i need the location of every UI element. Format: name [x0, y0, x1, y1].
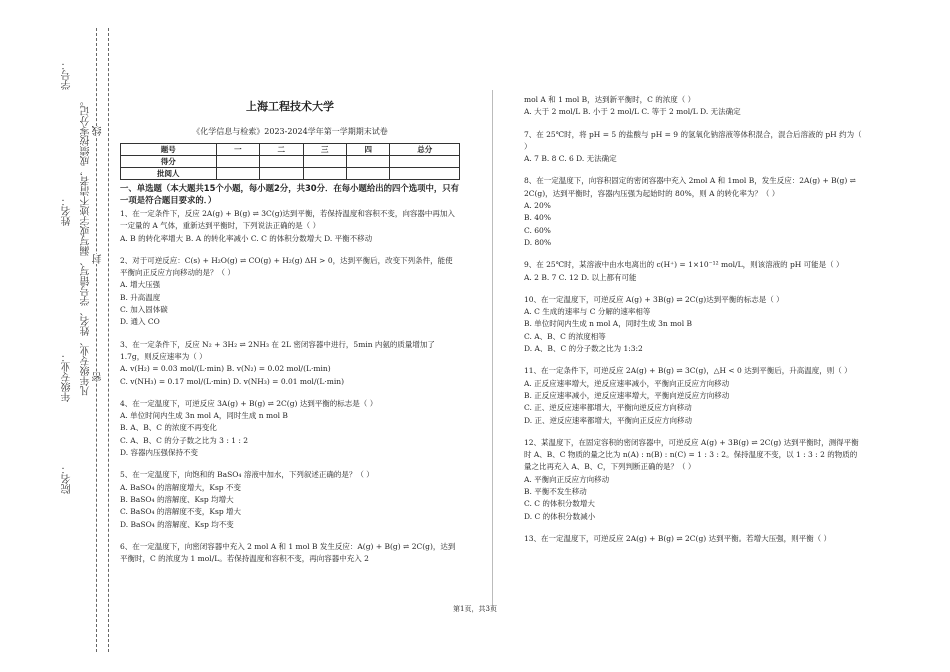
question-line: A. 大于 2 mol/L B. 小于 2 mol/L C. 等于 2 mol/L D. 无法确定: [524, 107, 741, 117]
question-line: A. 单位时间内生成 3n mol A，同时生成 n mol B: [120, 411, 288, 421]
label-school: 院名：: [62, 464, 73, 494]
question-line: 1、在一定条件下，反应 2A(g) + B(g) ⇌ 3C(g)达到平衡，若保持温度和容积不变，向容器中再加入一定量的 A 气体，重新达到平衡时，下列说法正确的是（ ）: [120, 209, 455, 231]
question-line: 13、在一定温度下，可逆反应 2A(g) + B(g) ⇌ 2C(g) 达到平衡。若增大压强，则平衡（ ）: [524, 533, 831, 543]
reviewer-cell: [216, 168, 259, 180]
question-line: D. 80%: [524, 237, 552, 247]
score-table-header-row: [121, 144, 460, 156]
score-cell: [303, 156, 346, 168]
question-line: D. C 的体积分数减小: [524, 511, 596, 521]
question-line: A. 正反应速率增大，逆反应速率减小，平衡向正反应方向移动: [524, 378, 730, 388]
question-line: B. 升高温度: [120, 292, 161, 302]
question-line: A. C 生成的速率与 C 分解的速率相等: [524, 307, 651, 317]
exam-subtitle: 《化学信息与检索》2023-2024学年第一学期期末试卷: [192, 127, 388, 136]
spacer: [524, 249, 864, 259]
score-cell: [346, 156, 389, 168]
score-col-1: 一: [216, 144, 259, 156]
question-line: 4、在一定温度下，可逆反应 3A(g) + B(g) ⇌ 2C(g) 达到平衡的标志是（ ）: [120, 398, 378, 408]
question-line: C. A、B、C 的浓度相等: [524, 331, 606, 341]
question-line: B. 40%: [524, 213, 551, 223]
score-row: [121, 156, 460, 168]
question-line: A. BaSO₄ 的溶解度增大，Ksp 不变: [120, 482, 241, 492]
reviewer-cell: [260, 168, 303, 180]
reviewer-cell: [390, 168, 460, 180]
score-cell: [390, 156, 460, 168]
binding-instruction: 凡年级专业、姓名、学号错写、漏写或字迹不清者，成绩按零分记。: [81, 96, 92, 396]
cut-line-inner: [108, 28, 109, 652]
score-col-3: 三: [303, 144, 346, 156]
spacer: [524, 427, 864, 437]
question-line: 5、在一定温度下，向饱和的 BaSO₄ 溶液中加水，下列叙述正确的是？（ ）: [120, 470, 374, 480]
left-column: [120, 208, 460, 565]
spacer: [524, 355, 864, 365]
question-line: B. A、B、C 的浓度不再变化: [120, 423, 217, 433]
score-col-label: 题号: [121, 144, 217, 156]
reviewer-row-label: 批阅人: [121, 168, 217, 180]
question-line: 10、在一定温度下，可逆反应 A(g) + 3B(g) ⇌ 2C(g)达到平衡的标志是（ ）: [524, 294, 784, 304]
score-cell: [260, 156, 303, 168]
question-line: 12、某温度下，在固定容积的密闭容器中，可逆反应 A(g) + 3B(g) ⇌ 2C(g) 达到平衡时，测得平衡时 A、B、C 物质的量之比为 n(A) : n(B) : n(C) = 1 : 3 : 2。保持温度不变，以 1 : 3 : 2 的物质的量之比再充入 A、B、C，下列判断正确的是？（ ）: [524, 437, 859, 472]
question-line: C. v(NH₃) = 0.17 mol/(L·min) D. v(NH₃) = 0.01 mol/(L·min): [120, 376, 345, 386]
score-col-4: 四: [346, 144, 389, 156]
question-line: 2、对于可逆反应：C(s) + H₂O(g) ⇌ CO(g) + H₂(g) ΔH > 0，达到平衡后，改变下列条件，能使平衡向正反应方向移动的是？（ ）: [120, 255, 453, 278]
label-student-id: 学号：: [62, 60, 73, 90]
mark-line: 线: [93, 126, 104, 136]
score-col-2: 二: [260, 144, 303, 156]
score-col-total: 总分: [390, 144, 460, 156]
reviewer-row: [121, 168, 460, 180]
question-line: A. B 的转化率增大 B. A 的转化率减小 C. C 的体积分数增大 D. 平衡不移动: [120, 233, 373, 243]
question-line: 6、在一定温度下，向密闭容器中充入 2 mol A 和 1 mol B 发生反应：A(g) + B(g) ⇌ 2C(g)，达到平衡时，C 的浓度为 1 mol/L。若保持温度和容积不变，再向容器中充入 2: [120, 541, 456, 564]
score-cell: [216, 156, 259, 168]
question-line: A. 20%: [524, 201, 551, 211]
question-line: D. 通入 CO: [120, 317, 160, 327]
reviewer-cell: [346, 168, 389, 180]
question-line: 9、在 25℃时，某溶液中由水电离出的 c(H⁺) = 1×10⁻¹² mol/L，则该溶液的 pH 可能是（ ）: [524, 260, 844, 270]
question-line: D. 容器内压强保持不变: [120, 448, 199, 458]
university-title: 上海工程技术大学: [246, 100, 334, 113]
question-line: 8、在一定温度下，向容积固定的密闭容器中充入 2mol A 和 1mol B，发生反应：2A(g) + B(g) ⇌ 2C(g)，达到平衡时，容器内压强为起始时的 80%，则 A 的转化率为？（ ）: [524, 176, 856, 198]
spacer: [524, 165, 864, 175]
question-line: 11、在一定条件下，可逆反应 2A(g) + B(g) ⇌ 3C(g)，△H < 0 达到平衡后，升高温度，则（ ）: [524, 366, 852, 376]
label-grade-major: 年级专业：: [62, 352, 73, 402]
spacer: [120, 531, 460, 541]
question-line: D. BaSO₄ 的溶解度、Ksp 均不变: [120, 519, 234, 529]
mark-seal: 封: [93, 254, 104, 264]
question-line: 3、在一定条件下，反应 N₂ + 3H₂ ⇌ 2NH₃ 在 2L 密闭容器中进行，5min 内氨的质量增加了 1.7g，则反应速率为（ ）: [120, 339, 435, 361]
question-line: B. 单位时间内生成 n mol A，同时生成 3n mol B: [524, 319, 692, 329]
question-line: B. 平衡不发生移动: [524, 487, 587, 497]
cut-line-outer: [96, 28, 97, 652]
score-row-label: 得分: [121, 156, 217, 168]
section-heading: 一、单选题（本大题共15个小题，每小题2分，共30分．在每小题给出的四个选项中，只有一项是符合题目要求的．）: [120, 183, 460, 205]
label-name: 姓名：: [62, 196, 73, 226]
page-footer: 第1页，共3页: [453, 605, 497, 613]
question-line: C. C 的体积分数增大: [524, 499, 595, 509]
question-line: A. 平衡向正反应方向移动: [524, 474, 610, 484]
question-line: C. 60%: [524, 225, 551, 235]
spacer: [524, 119, 864, 129]
score-table: [120, 143, 460, 180]
question-line: A. 7 B. 8 C. 6 D. 无法确定: [524, 154, 617, 164]
column-divider: [492, 90, 493, 610]
spacer: [120, 459, 460, 469]
spacer: [120, 329, 460, 339]
spacer: [524, 523, 864, 533]
question-line: 7、在 25℃时，将 pH = 5 的盐酸与 pH = 9 的氢氧化钠溶液等体积混合，混合后溶液的 pH 约为（ ）: [524, 129, 862, 151]
question-line: C. A、B、C 的分子数之比为 3 : 1 : 2: [120, 435, 249, 445]
right-column: [524, 94, 864, 545]
question-line: C. 正、逆反应速率都增大，平衡向逆反应方向移动: [524, 403, 692, 413]
binding-margin: [0, 0, 110, 672]
mark-secret: 密: [93, 372, 104, 382]
spacer: [120, 388, 460, 398]
question-line: D. 正、逆反应速率都增大，平衡向正反应方向移动: [524, 415, 693, 425]
question-line: D. A、B、C 的分子数之比为 1:3:2: [524, 344, 643, 354]
question-line: B. BaSO₄ 的溶解度、Ksp 均增大: [120, 494, 234, 504]
question-line: mol A 和 1 mol B，达到新平衡时，C 的浓度（ ）: [524, 95, 696, 104]
question-line: C. BaSO₄ 的溶解度不变，Ksp 增大: [120, 507, 242, 517]
spacer: [120, 245, 460, 255]
spacer: [524, 284, 864, 294]
question-line: A. v(H₂) = 0.03 mol/(L·min) B. v(N₂) = 0.02 mol/(L·min): [120, 364, 331, 374]
question-line: B. 正反应速率减小，逆反应速率增大，平衡向逆反应方向移动: [524, 390, 730, 400]
reviewer-cell: [303, 168, 346, 180]
question-line: A. 增大压强: [120, 280, 161, 290]
question-line: C. 加入固体碳: [120, 305, 168, 315]
question-line: A. 2 B. 7 C. 12 D. 以上都有可能: [524, 272, 637, 282]
